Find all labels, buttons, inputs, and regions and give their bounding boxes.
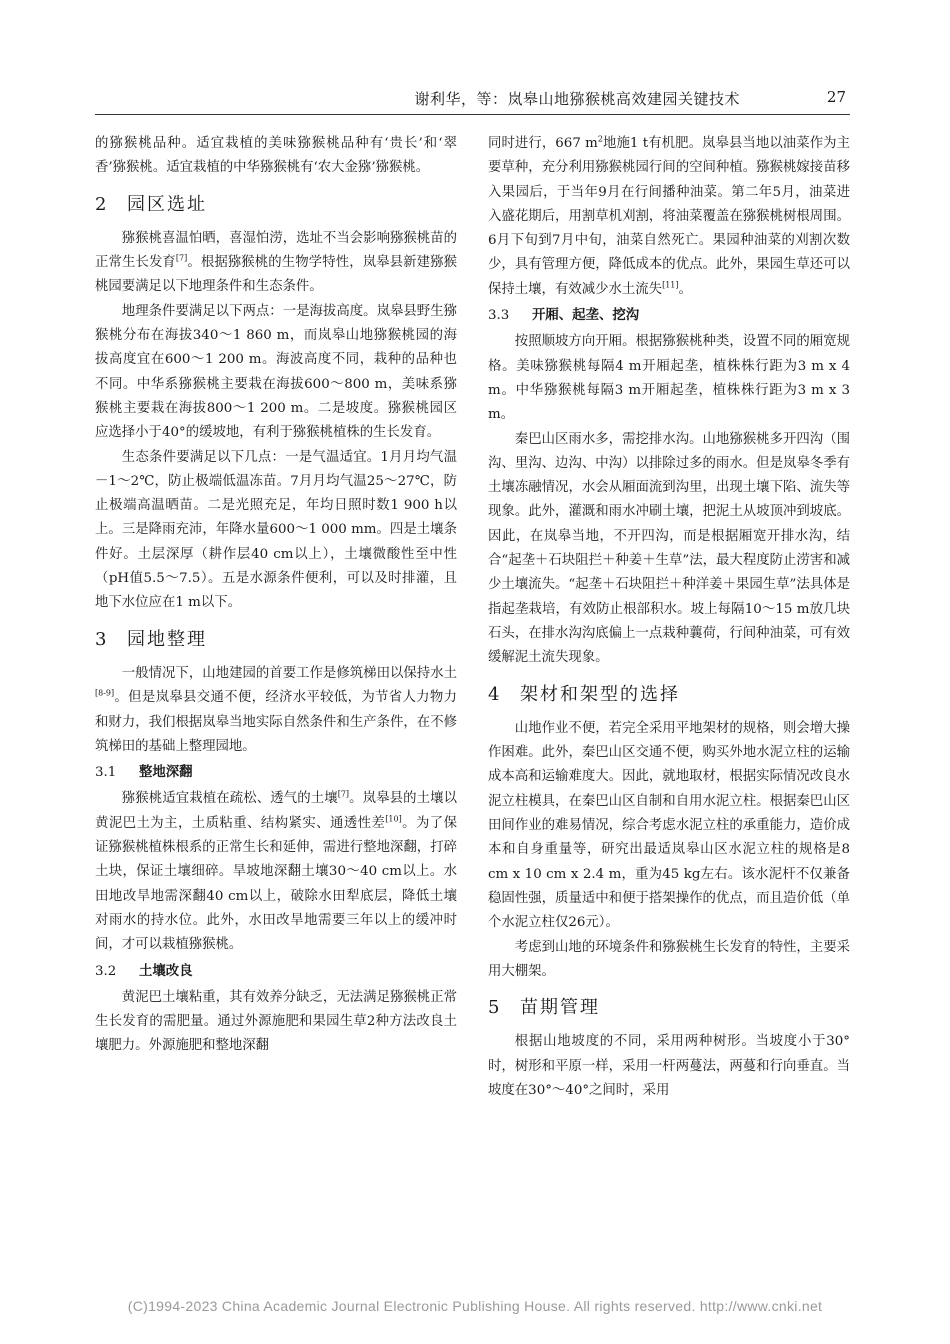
text-run: 猕猴桃喜温怕晒，喜湿怕涝，选址不当会影响猕猴桃苗的正常生长发育 [95,230,457,271]
text-run: 猕猴桃适宜栽植在疏松、透气的土壤 [121,791,338,807]
paragraph: 生态条件要满足以下几点：一是气温适宜。1月月均气温－1～2℃，防止极端低温冻苗。7月月均气温25～27℃，防止极端高温晒苗。二是光照充足，年均日照时数1 900 h以上。三是降雨充沛，年降水量600～1 000 mm。四是土壤条件好。土层深厚（耕作层40 cm以上），土壤微酸性至中性（pH值5.5～7.5）。五是水源条件便利，可以及时排灌，且地下水位应在1 m以下。 [95,449,457,611]
subsection-number: 3.1 [95,765,117,781]
text-run: 一般情况下，山地建园的首要工作是修筑梯田以保持水土 [121,665,457,681]
paragraph: 按照顺坡方向开厢。根据猕猴桃种类，设置不同的厢宽规格。美味猕猴桃每隔4 m开厢起垄，植株株行距为3 m x 4 m。中华猕猴桃每隔3 m开厢起垄，植株株行距为3 m x 3 m。 [488,334,850,423]
text-run: 地施1 t有机肥。岚皋县当地以油菜作为主要草种，充分利用猕猴桃园行间的空间种植。猕猴桃嫁接苗移入果园后，于当年9月在行间播种油菜。第二年5月，油菜进入盛花期后，用割草机刈割，将油菜覆盖在猕猴桃树根周围。6月下旬到7月中旬，油菜自然死亡。果园种油菜的刈割次数少，具有管理方便，降低成本的优点。此外，果园生草还可以保持土壤，有效减少水土流失 [488,136,850,297]
subsection-3-1-heading [95,761,457,785]
section-4-heading [488,683,850,707]
paragraph: 山地作业不便，若完全采用平地架材的规格，则会增大操作困难。此外，秦巴山区交通不便，购买外地水泥立柱的运输成本高和运输难度大。因此，就地取材，根据实际情况改良水泥立柱模具，在秦巴山区自制和自用水泥立柱。根据秦巴山区田间作业的难易情况，综合考虑水泥立柱的承重能力，造价成本和自身重量等，研究出最适岚皋山区水泥立柱的规格是8 cm x 10 cm x 2.4 m，重为45 kg左右。该水泥杆不仅兼备稳固性强，质量适中和便于搭架操作的优点，而且造价低（单个水泥立柱仅26元）。 [488,720,850,931]
copyright-footer: (C)1994-2023 China Academic Journal Electronic Publishing House. All rights reserved. http://www.cnki.net [127,1298,823,1314]
section-number: 4 [488,683,502,705]
right-column [488,132,850,1103]
page-number: 27 [826,88,846,106]
paragraph: 根据山地坡度的不同，采用两种树形。当坡度小于30°时，树形和平原一样，采用一杆两蔓法，两蔓和行向垂直。当坡度在30°～40°之间时，采用 [488,1034,850,1098]
citation-ref: [10] [385,814,402,824]
paragraph: 秦巴山区雨水多，需挖排水沟。山地猕猴桃多开四沟（围沟、里沟、边沟、中沟）以排除过多的雨水。但是岚皋冬季有土壤冻融情况，水会从厢面流到沟里，出现土壤下陷、流失等现象。此外，灌溉和雨水冲刷土壤，把泥土从坡顶冲到坡底。因此，在岚皋当地，不开四沟，而是根据厢宽开排水沟，结合“起垄＋石块阻拦＋种姜＋生草”法，最大程度防止涝害和减少土壤流失。“起垄＋石块阻拦＋种洋姜＋果园生草”法具体是指起垄栽培，有效防止根部积水。坡上每隔10～15 m放几块石头，在排水沟沟底偏上一点栽种蘘荷，行间种油菜，可有效缓解泥土流失现象。 [488,431,850,666]
section-title: 架材和架型的选择 [520,683,680,705]
section-title: 园区选址 [127,193,207,215]
left-column [95,132,457,1059]
running-title: 谢利华，等：岚皋山地猕猴桃高效建园关键技术 [414,90,740,108]
paragraph [95,662,457,759]
subsection-number: 3.3 [488,308,510,324]
section-3-heading [95,628,457,652]
citation-ref: [11] [662,280,679,290]
running-header [95,88,850,115]
section-2-heading [95,193,457,217]
citation-ref: [7] [175,253,188,263]
paragraph: 考虑到山地的环境条件和猕猴桃生长发育的特性，主要采用大棚架。 [488,939,850,979]
section-number: 2 [95,193,109,215]
paragraph: 地理条件要满足以下两点：一是海拔高度。岚皋县野生猕猴桃分布在海拔340～1 860 m，而岚皋山地猕猴桃园的海拔高度宜在600～1 200 m。海波高度不同，栽种的品种也不同。中华系猕猴桃主要栽在海拔600～800 m，美味系猕猴桃主要栽在海拔800～1 200 m。二是坡度。猕猴桃园区应选择小于40°的缓坡地，有利于猕猴桃植株的生长发育。 [95,303,457,441]
subsection-3-2-heading [95,960,457,984]
section-title: 园地整理 [127,628,207,650]
citation-ref: [7] [337,789,350,799]
text-run: 。但是岚皋县交通不便，经济水平较低，为节省人力物力和财力，我们根据岚皋当地实际自然条件和生产条件，在不修筑梯田的基础上整理园地。 [95,690,457,754]
superscript: 2 [597,134,603,144]
intro-paragraph: 的猕猴桃品种。适宜栽植的美味猕猴桃品种有‘贵长’和‘翠香’猕猴桃。适宜栽植的中华猕猴桃有‘农大金猕’猕猴桃。 [95,136,457,176]
paragraph [95,787,457,957]
text-run: 。岚皋县的土壤以黄泥巴土为主，土质粘重、结构紧实、通透性差 [95,791,457,831]
paragraph: 黄泥巴土壤粘重，其有效养分缺乏，无法满足猕猴桃正常生长发育的需肥量。通过外源施肥和果园生草2种方法改良土壤肥力。外源施肥和整地深翻 [95,989,457,1054]
citation-ref: [8-9] [95,688,115,698]
subsection-3-3-heading [488,304,850,328]
subsection-title: 开厢、起垄、挖沟 [532,308,640,324]
section-5-heading [488,996,850,1020]
subsection-number: 3.2 [95,963,117,979]
paragraph [95,227,457,300]
text-run: 同时进行，667 m [488,136,598,151]
section-number: 5 [488,997,502,1019]
subsection-title: 整地深翻 [139,765,193,781]
text-run: 。为了保证猕猴桃植株根系的正常生长和延伸，需进行整地深翻，打碎土块，保证土壤细碎。旱坡地深翻土壤30～40 cm以上。水田地改旱地需深翻40 cm以上，破除水田犁底层，降低土壤对雨水的持水位。此外，水田改旱地需要三年以上的缓冲时间，才可以栽植猕猴桃。 [95,815,458,953]
text-run: 。 [678,281,692,297]
subsection-title: 土壤改良 [139,963,193,979]
paragraph-continuation [488,132,850,302]
text-run: 。根据猕猴桃的生物学特性，岚皋县新建猕猴桃园要满足以下地理条件和生态条件。 [95,255,457,295]
section-number: 3 [95,628,109,650]
section-title: 苗期管理 [520,997,600,1019]
